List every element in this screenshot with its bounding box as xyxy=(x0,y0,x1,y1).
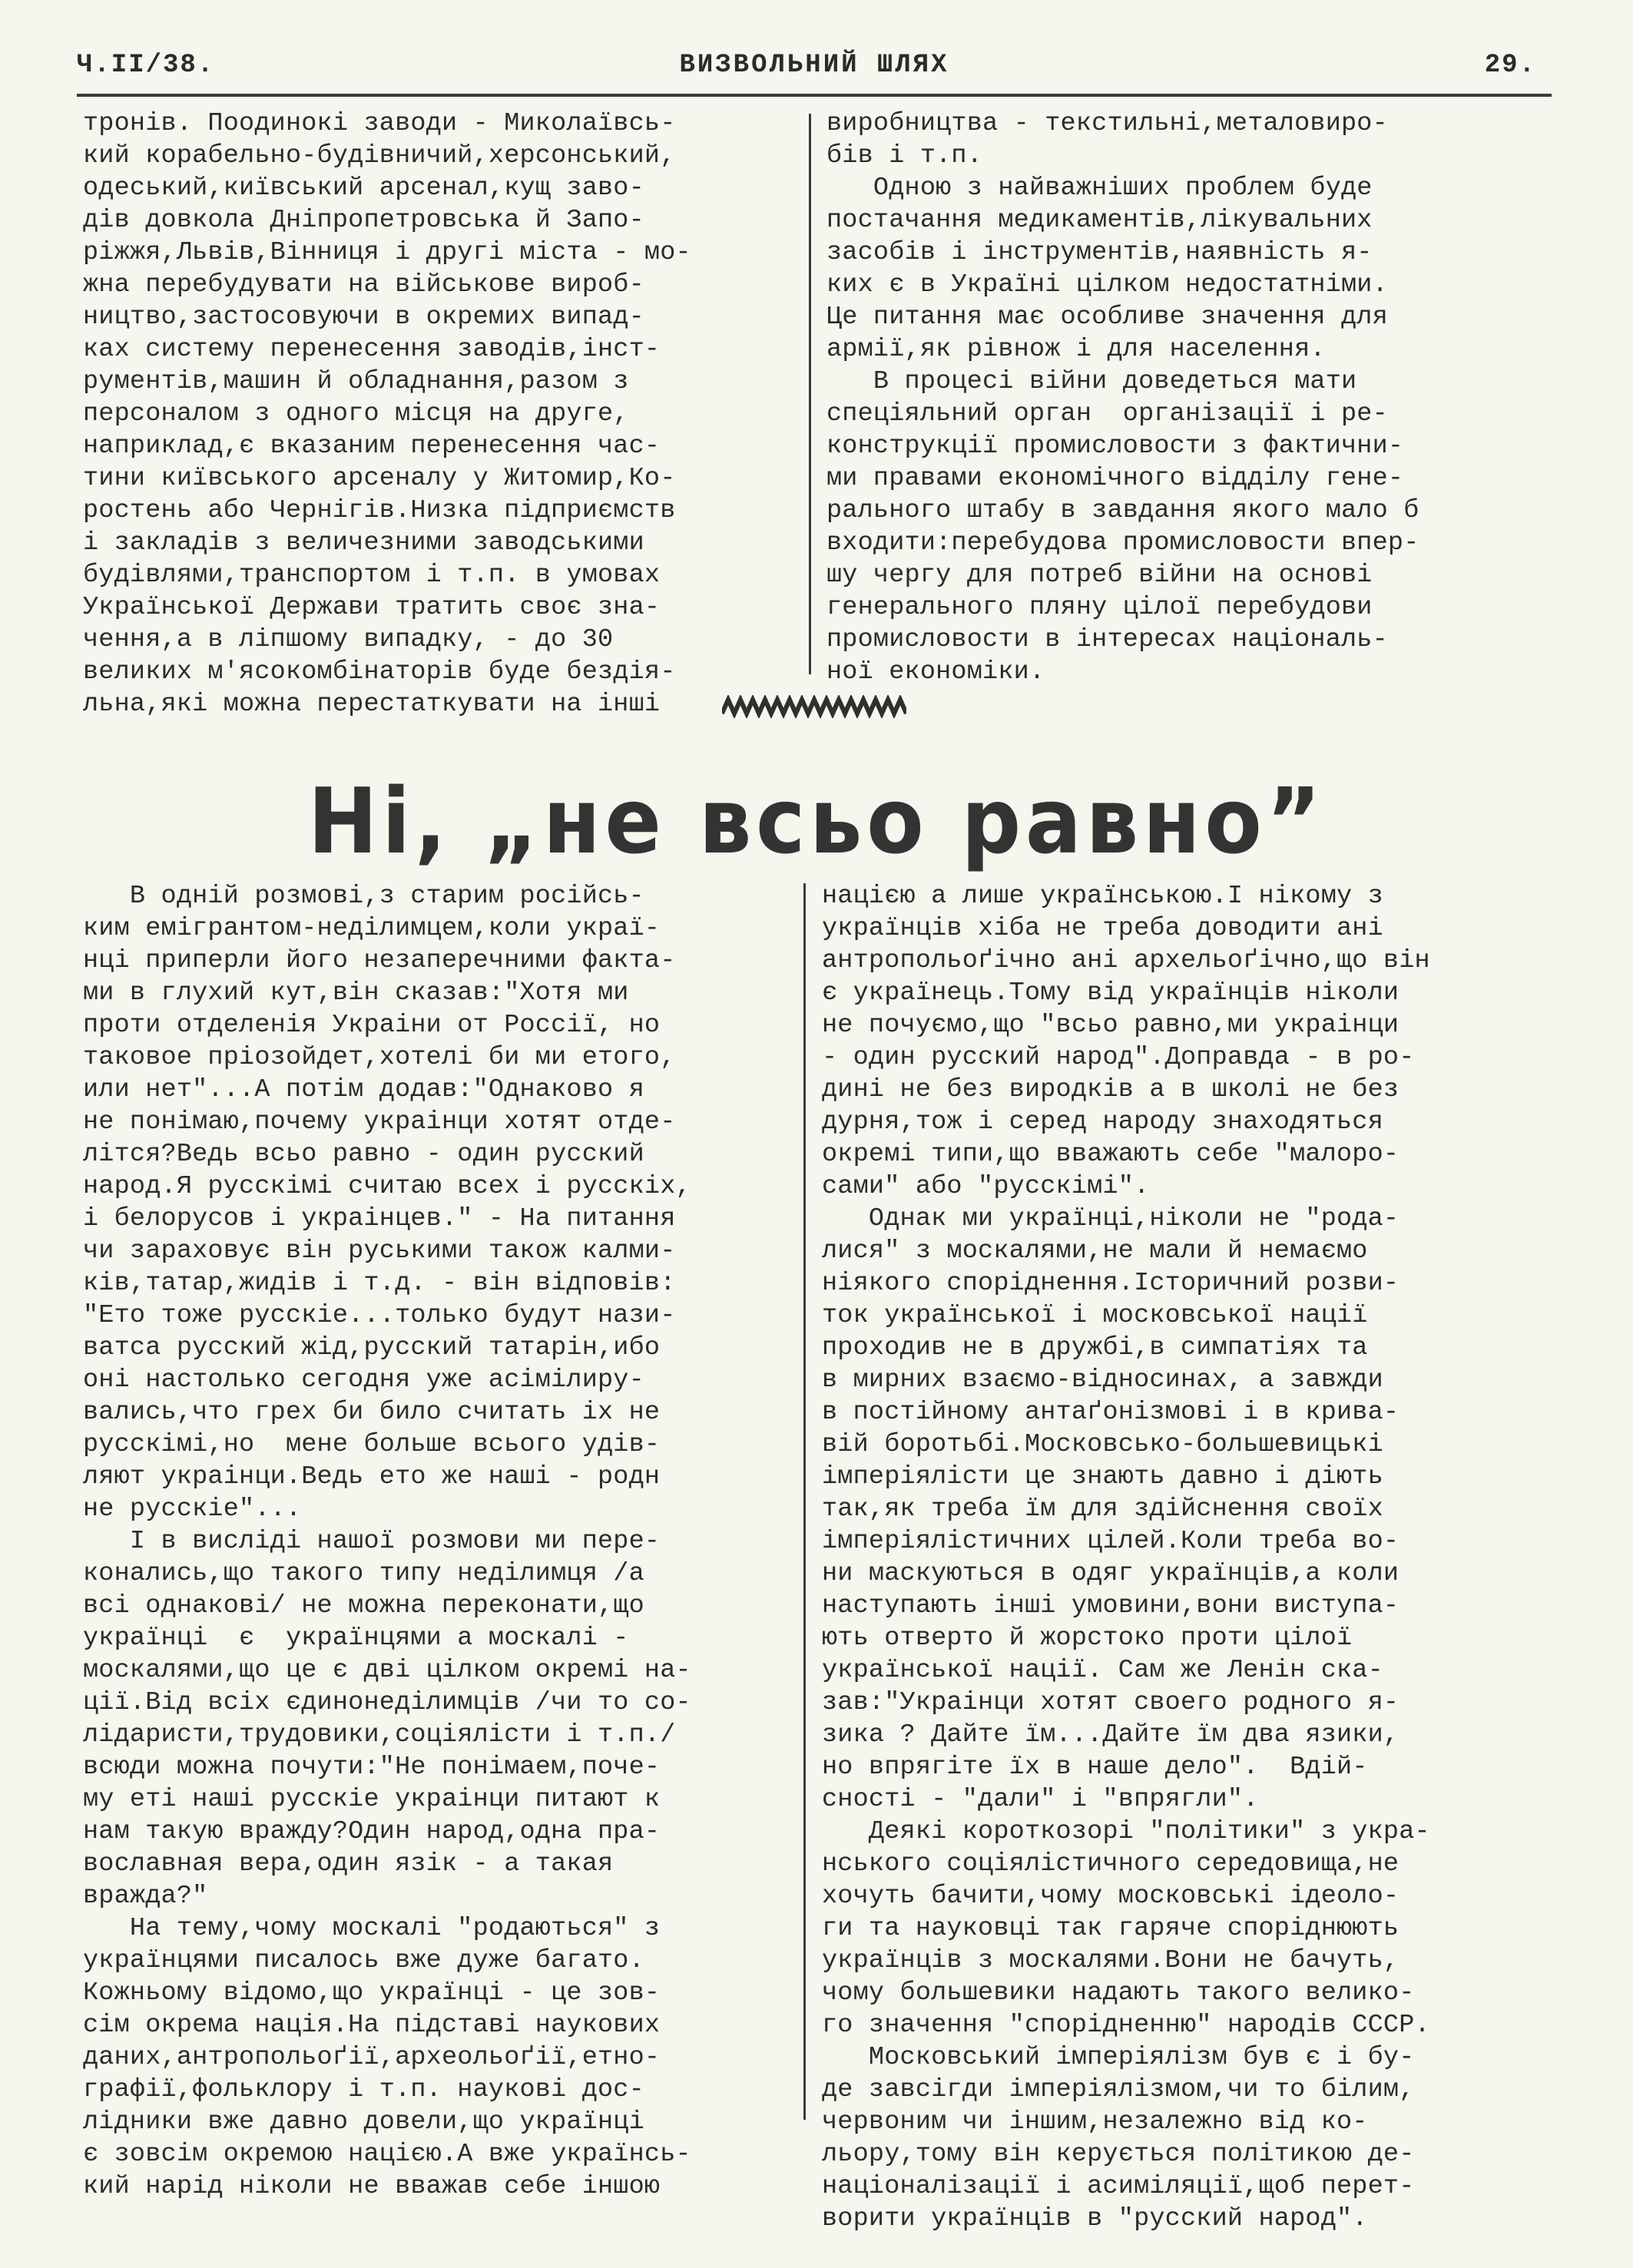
text-line: окремі типи,що вважають себе "малоро- xyxy=(822,1140,1399,1169)
text-line: таковое пріозойдет,хотелі би ми етого, xyxy=(83,1043,676,1072)
text-line: В процесі війни доведеться мати xyxy=(826,367,1357,396)
section-ornament xyxy=(722,695,906,718)
text-line: вославная вера,один язік - а такая xyxy=(83,1849,614,1879)
text-line: армії,як рівнож і для населення. xyxy=(826,335,1326,364)
text-line: всюди можна почути:"Не понімаем,поче- xyxy=(83,1753,661,1782)
text-line: Це питання має особливе значення для xyxy=(826,303,1388,332)
text-line: українці є українцями а москалі - xyxy=(83,1624,629,1653)
text-line: сності - "дали" і "впрягли". xyxy=(822,1785,1259,1814)
text-line: нацією а лише українською.І нікому з xyxy=(822,882,1383,911)
text-line: українців з москалями.Вони не бачуть, xyxy=(822,1946,1399,1975)
text-line: вражда?" xyxy=(83,1882,208,1911)
article-title: Ні, „не всьо равно” xyxy=(307,768,1326,874)
text-line: хочуть бачити,чому московські ідеоло- xyxy=(822,1882,1399,1911)
text-line: го значення "спорідненню" народів СССР. xyxy=(822,2011,1430,2040)
text-line: ють отверто й жорстоко проти цілої xyxy=(822,1624,1353,1653)
text-line: одеський,київський арсенал,кущ заво- xyxy=(83,174,644,203)
text-line: не почуємо,що "всьо равно,ми украінци xyxy=(822,1011,1399,1040)
text-line: в постійному антаґонізмові і в крива- xyxy=(822,1398,1399,1427)
text-line: рументів,машин й обладнання,разом з xyxy=(83,367,629,396)
text-line: дів довкола Дніпропетровська й Запо- xyxy=(83,206,644,235)
text-line: жна перебудувати на військове вироб- xyxy=(83,270,644,300)
header-rule xyxy=(77,94,1552,97)
text-line: ми правами економічного відділу гене- xyxy=(826,464,1404,493)
text-line: сами" або "русскімі". xyxy=(822,1172,1150,1201)
text-line: бів і т.п. xyxy=(826,141,983,171)
text-line: кий корабельно-будівничий,херсонський, xyxy=(83,141,676,171)
text-line: На тему,чому москалі "родаються" з xyxy=(83,1914,661,1943)
text-line: Московський імперіялізм був є і бу- xyxy=(822,2043,1415,2072)
text-line: даних,антропольоґії,археольоґії,етно- xyxy=(83,2043,661,2072)
issue-number: Ч.II/38. xyxy=(77,51,215,80)
text-line: дурня,тож і серед народу знаходяться xyxy=(822,1108,1383,1137)
text-line: ростень або Чернігів.Низка підприємств xyxy=(83,496,676,525)
text-line: нського соціялістичного середовища,не xyxy=(822,1849,1399,1879)
text-line: ництво,застосовуючи в окремих випад- xyxy=(83,303,644,332)
text-line: шу чергу для потреб війни на основі xyxy=(826,561,1373,590)
text-line: будівлями,транспортом і т.п. в умовах xyxy=(83,561,661,590)
text-line: в мирних взаємо-відносинах, а завжди xyxy=(822,1366,1383,1395)
text-line: Української Держави тратить своє зна- xyxy=(83,593,661,622)
text-line: лідники вже давно довели,що українці xyxy=(83,2107,644,2137)
text-line: проходив не в дружбі,в симпатіях та xyxy=(822,1333,1368,1362)
text-line: входити:перебудова промисловости впер- xyxy=(826,528,1419,558)
text-line: постачання медикаментів,лікувальних xyxy=(826,206,1373,235)
column-divider xyxy=(803,883,806,2120)
text-line: Одною з найважніших проблем буде xyxy=(826,174,1373,203)
top-right-column xyxy=(826,108,1549,688)
text-line: ків,татар,жидів і т.д. - він відповів: xyxy=(83,1269,676,1298)
text-line: ляют украінци.Ведь ето же наші - родн xyxy=(83,1462,661,1492)
text-line: так,як треба їм для здійснення своїх xyxy=(822,1495,1383,1524)
text-line: ворити українців в "русский народ". xyxy=(822,2204,1368,2233)
text-line: великих м'ясокомбінаторів буде бездія- xyxy=(83,657,676,687)
text-line: "Ето тоже русскіе...только будут нази- xyxy=(83,1301,676,1330)
text-line: лися" з москалями,не мали й немаємо xyxy=(822,1237,1368,1266)
text-line: українців хіба не треба доводити ані xyxy=(822,914,1383,943)
text-line: проти отделенія Украіни от Россії, но xyxy=(83,1011,661,1040)
text-line: нам такую вражду?Один народ,одна пра- xyxy=(83,1817,661,1846)
text-line: антропольоґічно ані архельоґічно,що він xyxy=(822,946,1430,975)
text-line: или нет"...А потім додав:"Однаково я xyxy=(83,1075,644,1104)
text-line: конструкції промисловости з фактични- xyxy=(826,432,1404,461)
page-number: 29. xyxy=(1484,51,1536,80)
text-line: Однак ми українці,ніколи не "рода- xyxy=(822,1204,1399,1233)
text-line: ми в глухий кут,він сказав:"Хотя ми xyxy=(83,978,629,1008)
text-line: чення,а в ліпшому випадку, - до 30 xyxy=(83,625,614,654)
text-line: не русскіе"... xyxy=(83,1495,302,1524)
text-line: нці приперли його незаперечними факта- xyxy=(83,946,676,975)
text-line: червоним чи іншим,незалежно від ко- xyxy=(822,2107,1368,2137)
text-line: ріжжя,Львів,Вінниця і другі міста - мо- xyxy=(83,238,691,267)
text-line: - один русский народ".Доправда - в ро- xyxy=(822,1043,1415,1072)
journal-title: ВИЗВОЛЬНИЙ ШЛЯХ xyxy=(679,51,949,80)
text-line: всі однакові/ не можна переконати,що xyxy=(83,1591,644,1621)
text-line: літся?Ведь всьо равно - один русский xyxy=(83,1140,644,1169)
text-line: народ.Я русскімі считаю всех і русскіх, xyxy=(83,1172,691,1201)
text-line: де завсігди імперіялізмом,чи то білим, xyxy=(822,2075,1415,2104)
text-line: В одній розмові,з старим російсь- xyxy=(83,882,644,911)
top-left-column xyxy=(83,108,790,720)
text-line: ким емігрантом-неділимцем,коли украї- xyxy=(83,914,661,943)
text-line: націоналізації і асиміляції,щоб перет- xyxy=(822,2172,1415,2201)
text-line: ках систему перенесення заводів,інст- xyxy=(83,335,661,364)
text-line: рального штабу в завдання якого мало б xyxy=(826,496,1419,525)
text-line: наприклад,є вказаним перенесення час- xyxy=(83,432,661,461)
text-line: і белорусов і украінцев." - На питання xyxy=(83,1204,676,1233)
text-line: чи зараховує він руськими також калми- xyxy=(83,1237,676,1266)
text-line: Кожньому відомо,що українці - це зов- xyxy=(83,1978,661,2008)
text-line: спеціяльний орган організації і ре- xyxy=(826,399,1388,429)
text-line: зав:"Украінци хотят своего родного я- xyxy=(822,1688,1399,1717)
text-line: льна,які можна перестаткувати на інші xyxy=(83,690,661,719)
text-line: ції.Від всіх єдинонеділимців /чи то со- xyxy=(83,1688,691,1717)
text-line: графії,фольклору і т.п. наукові дос- xyxy=(83,2075,644,2104)
text-line: і закладів з величезними заводськими xyxy=(83,528,644,558)
text-line: русскімі,но мене больше всього удів- xyxy=(83,1430,661,1459)
bottom-right-column xyxy=(822,880,1559,2235)
text-line: вались,что грех би било считать іх не xyxy=(83,1398,661,1427)
text-line: української нації. Сам же Ленін ска- xyxy=(822,1656,1383,1685)
text-line: ної економіки. xyxy=(826,657,1045,687)
text-line: чому большевики надають такого велико- xyxy=(822,1978,1415,2008)
text-line: імперіялістичних цілей.Коли треба во- xyxy=(822,1527,1399,1556)
bottom-left-column xyxy=(83,880,790,2203)
text-line: персоналом з одного місця на друге, xyxy=(83,399,629,429)
text-line: ких є в Україні цілком недостатніми. xyxy=(826,270,1388,300)
text-line: є зовсім окремою нацією.А вже українсь- xyxy=(83,2140,691,2169)
text-line: не понімаю,почему украінци хотят отде- xyxy=(83,1108,676,1137)
text-line: вій боротьбі.Московсько-большевицькі xyxy=(822,1430,1383,1459)
text-line: ги та науковці так гаряче споріднюють xyxy=(822,1914,1399,1943)
text-line: наступають інші умовини,вони виступа- xyxy=(822,1591,1399,1621)
text-line: промисловости в інтересах національ- xyxy=(826,625,1388,654)
text-line: українцями писалось вже дуже багато. xyxy=(83,1946,644,1975)
text-line: кий нарід ніколи не вважав себе іншою xyxy=(83,2172,661,2201)
text-line: імперіялісти це знають давно і діють xyxy=(822,1462,1383,1492)
text-line: генерального пляну цілої перебудови xyxy=(826,593,1373,622)
running-header xyxy=(77,46,1552,88)
text-line: І в висліді нашої розмови ми пере- xyxy=(83,1527,661,1556)
text-line: ток української і московської нації xyxy=(822,1301,1368,1330)
text-line: оні настолько сегодня уже асімілиру- xyxy=(83,1366,644,1395)
text-line: ни маскуються в одяг українців,а коли xyxy=(822,1559,1399,1588)
text-line: но впрягіте їх в наше дело". Вдій- xyxy=(822,1753,1368,1782)
text-line: тини київського арсеналу у Житомир,Ко- xyxy=(83,464,676,493)
text-line: виробництва - текстильні,металовиро- xyxy=(826,109,1388,138)
text-line: ніякого споріднення.Історичний розви- xyxy=(822,1269,1399,1298)
text-line: зика ? Дайте їм...Дайте їм два язики, xyxy=(822,1720,1399,1750)
text-line: Деякі короткозорі "політики" з укра- xyxy=(822,1817,1430,1846)
text-line: тронів. Поодинокі заводи - Миколаївсь- xyxy=(83,109,676,138)
text-line: сім окрема нація.На підставі наукових xyxy=(83,2011,661,2040)
text-line: льору,тому він керується політикою де- xyxy=(822,2140,1415,2169)
text-line: москалями,що це є дві цілком окремі на- xyxy=(83,1656,691,1685)
text-line: дині не без виродків а в школі не без xyxy=(822,1075,1399,1104)
text-line: засобів і інструментів,наявність я- xyxy=(826,238,1373,267)
column-divider xyxy=(809,114,811,674)
text-line: ватса русский жід,русский татарін,ибо xyxy=(83,1333,661,1362)
text-line: конались,що такого типу неділимця /а xyxy=(83,1559,644,1588)
text-line: лідаристи,трудовики,соціялісти і т.п./ xyxy=(83,1720,676,1750)
text-line: є українець.Тому від українців ніколи xyxy=(822,978,1399,1008)
text-line: му еті наші русскіе украінци питают к xyxy=(83,1785,661,1814)
